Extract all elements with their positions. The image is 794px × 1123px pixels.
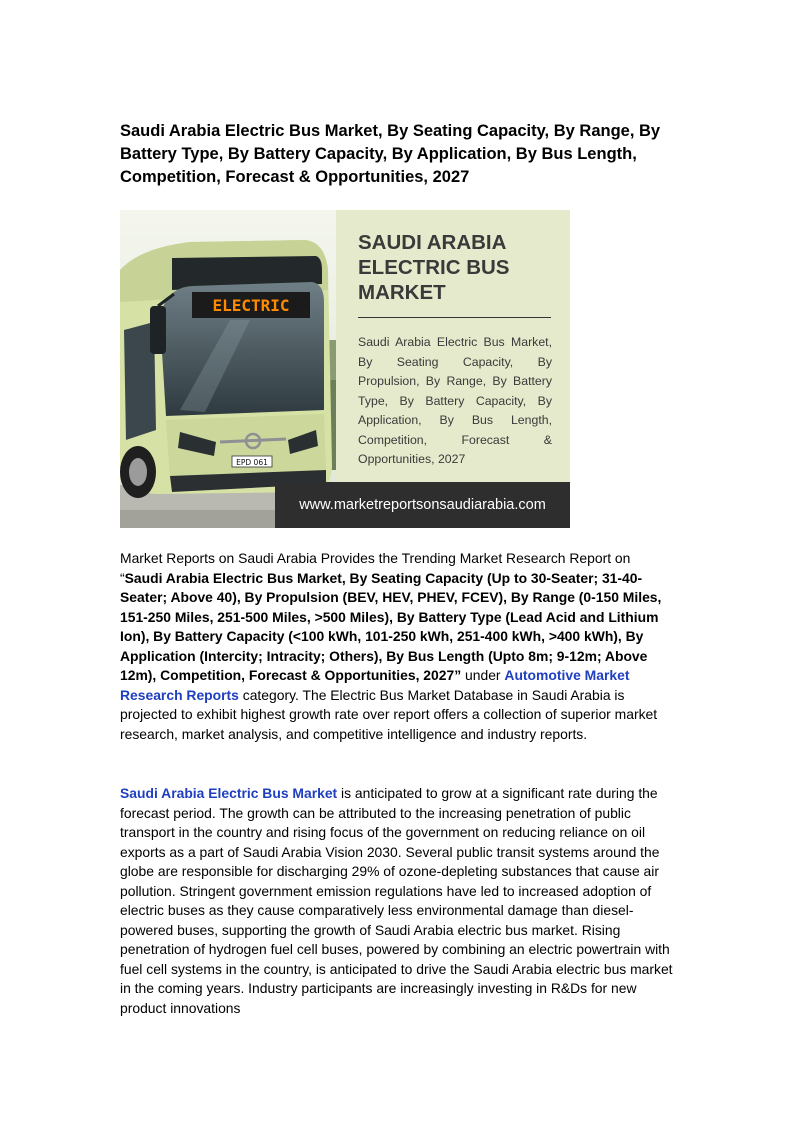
market-overview-paragraph [120, 784, 676, 1018]
banner-description: Saudi Arabia Electric Bus Market, By Seating Capacity, By Propulsion, By Range, By Battery Type, By Battery Capacity, By Application, By Bus Length, Competition, Forecast & Opportunities, 2027 [358, 335, 552, 466]
page-title: Saudi Arabia Electric Bus Market, By Seating Capacity, By Range, By Battery Type, By Battery Capacity, By Application, By Bus Length, Competition, Forecast & Opportunities, 2027 [120, 122, 661, 186]
electric-bus-market-link[interactable]: Saudi Arabia Electric Bus Market [120, 785, 338, 801]
report-banner [120, 210, 570, 528]
under-text: under [461, 667, 505, 683]
banner-text-panel [336, 210, 570, 528]
automotive-reports-link[interactable]: Automotive Market Research Reports [120, 667, 630, 703]
intro-paragraph [120, 549, 676, 744]
intro-text: Market Reports on Saudi Arabia Provides the Trending Market Research Report on “ [120, 550, 631, 586]
banner-heading: SAUDI ARABIA ELECTRIC BUS MARKET [358, 231, 510, 304]
intro-rest-text: category. The Electric Bus Market Database in Saudi Arabia is projected to exhibit highest growth rate over report offers a collection of superior market research, market analysis, and competitive intelligence and industry reports. [120, 686, 658, 742]
electric-bus-image [120, 210, 336, 528]
report-name: Saudi Arabia Electric Bus Market, By Seating Capacity (Up to 30-Seater; 31-40-Seater; Above 40), By Propulsion (BEV, HEV, PHEV, FCEV), By Range (0-150 Miles, 151-250 Miles, 251-500 Miles, >500 Miles), By Battery Type (Lead Acid and Lithium Ion), By Battery Capacity (<100 kWh, 101-250 kWh, 251-400 kWh, >400 kWh), By Application (Intercity; Intracity; Others), By Bus Length (Upto 8m; 9-12m; Above 12m), Competition, Forecast & Opportunities, 2027” [120, 569, 662, 683]
market-overview-text: is anticipated to grow at a significant rate during the forecast period. The growth can be attributed to the increasing penetration of public transport in the country and rising focus of the government on reducing reliance on oil exports as a part of Saudi Arabia Vision 2030. Several public transit systems around the globe are responsible for discharging 29% of ozone-depleting substances that cause air pollution. Stringent government emission regulations have led to increased adoption of electric buses as they cause comparatively less environmental damage than diesel-powered buses, supporting the growth of Saudi Arabia electric bus market. Rising penetration of hydrogen fuel cell buses, powered by combining an electric powertrain with fuel cell systems in the country, is anticipated to drive the Saudi Arabia electric bus market in the coming years. Industry participants are increasingly investing in R&Ds for new product innovations [120, 785, 673, 1016]
bus-plate: EPD 061 [236, 458, 268, 467]
bus-destination-sign: ELECTRIC [212, 296, 290, 315]
banner-website-url: www.marketreportsonsaudiarabia.com [275, 482, 570, 528]
banner-divider [358, 317, 551, 318]
